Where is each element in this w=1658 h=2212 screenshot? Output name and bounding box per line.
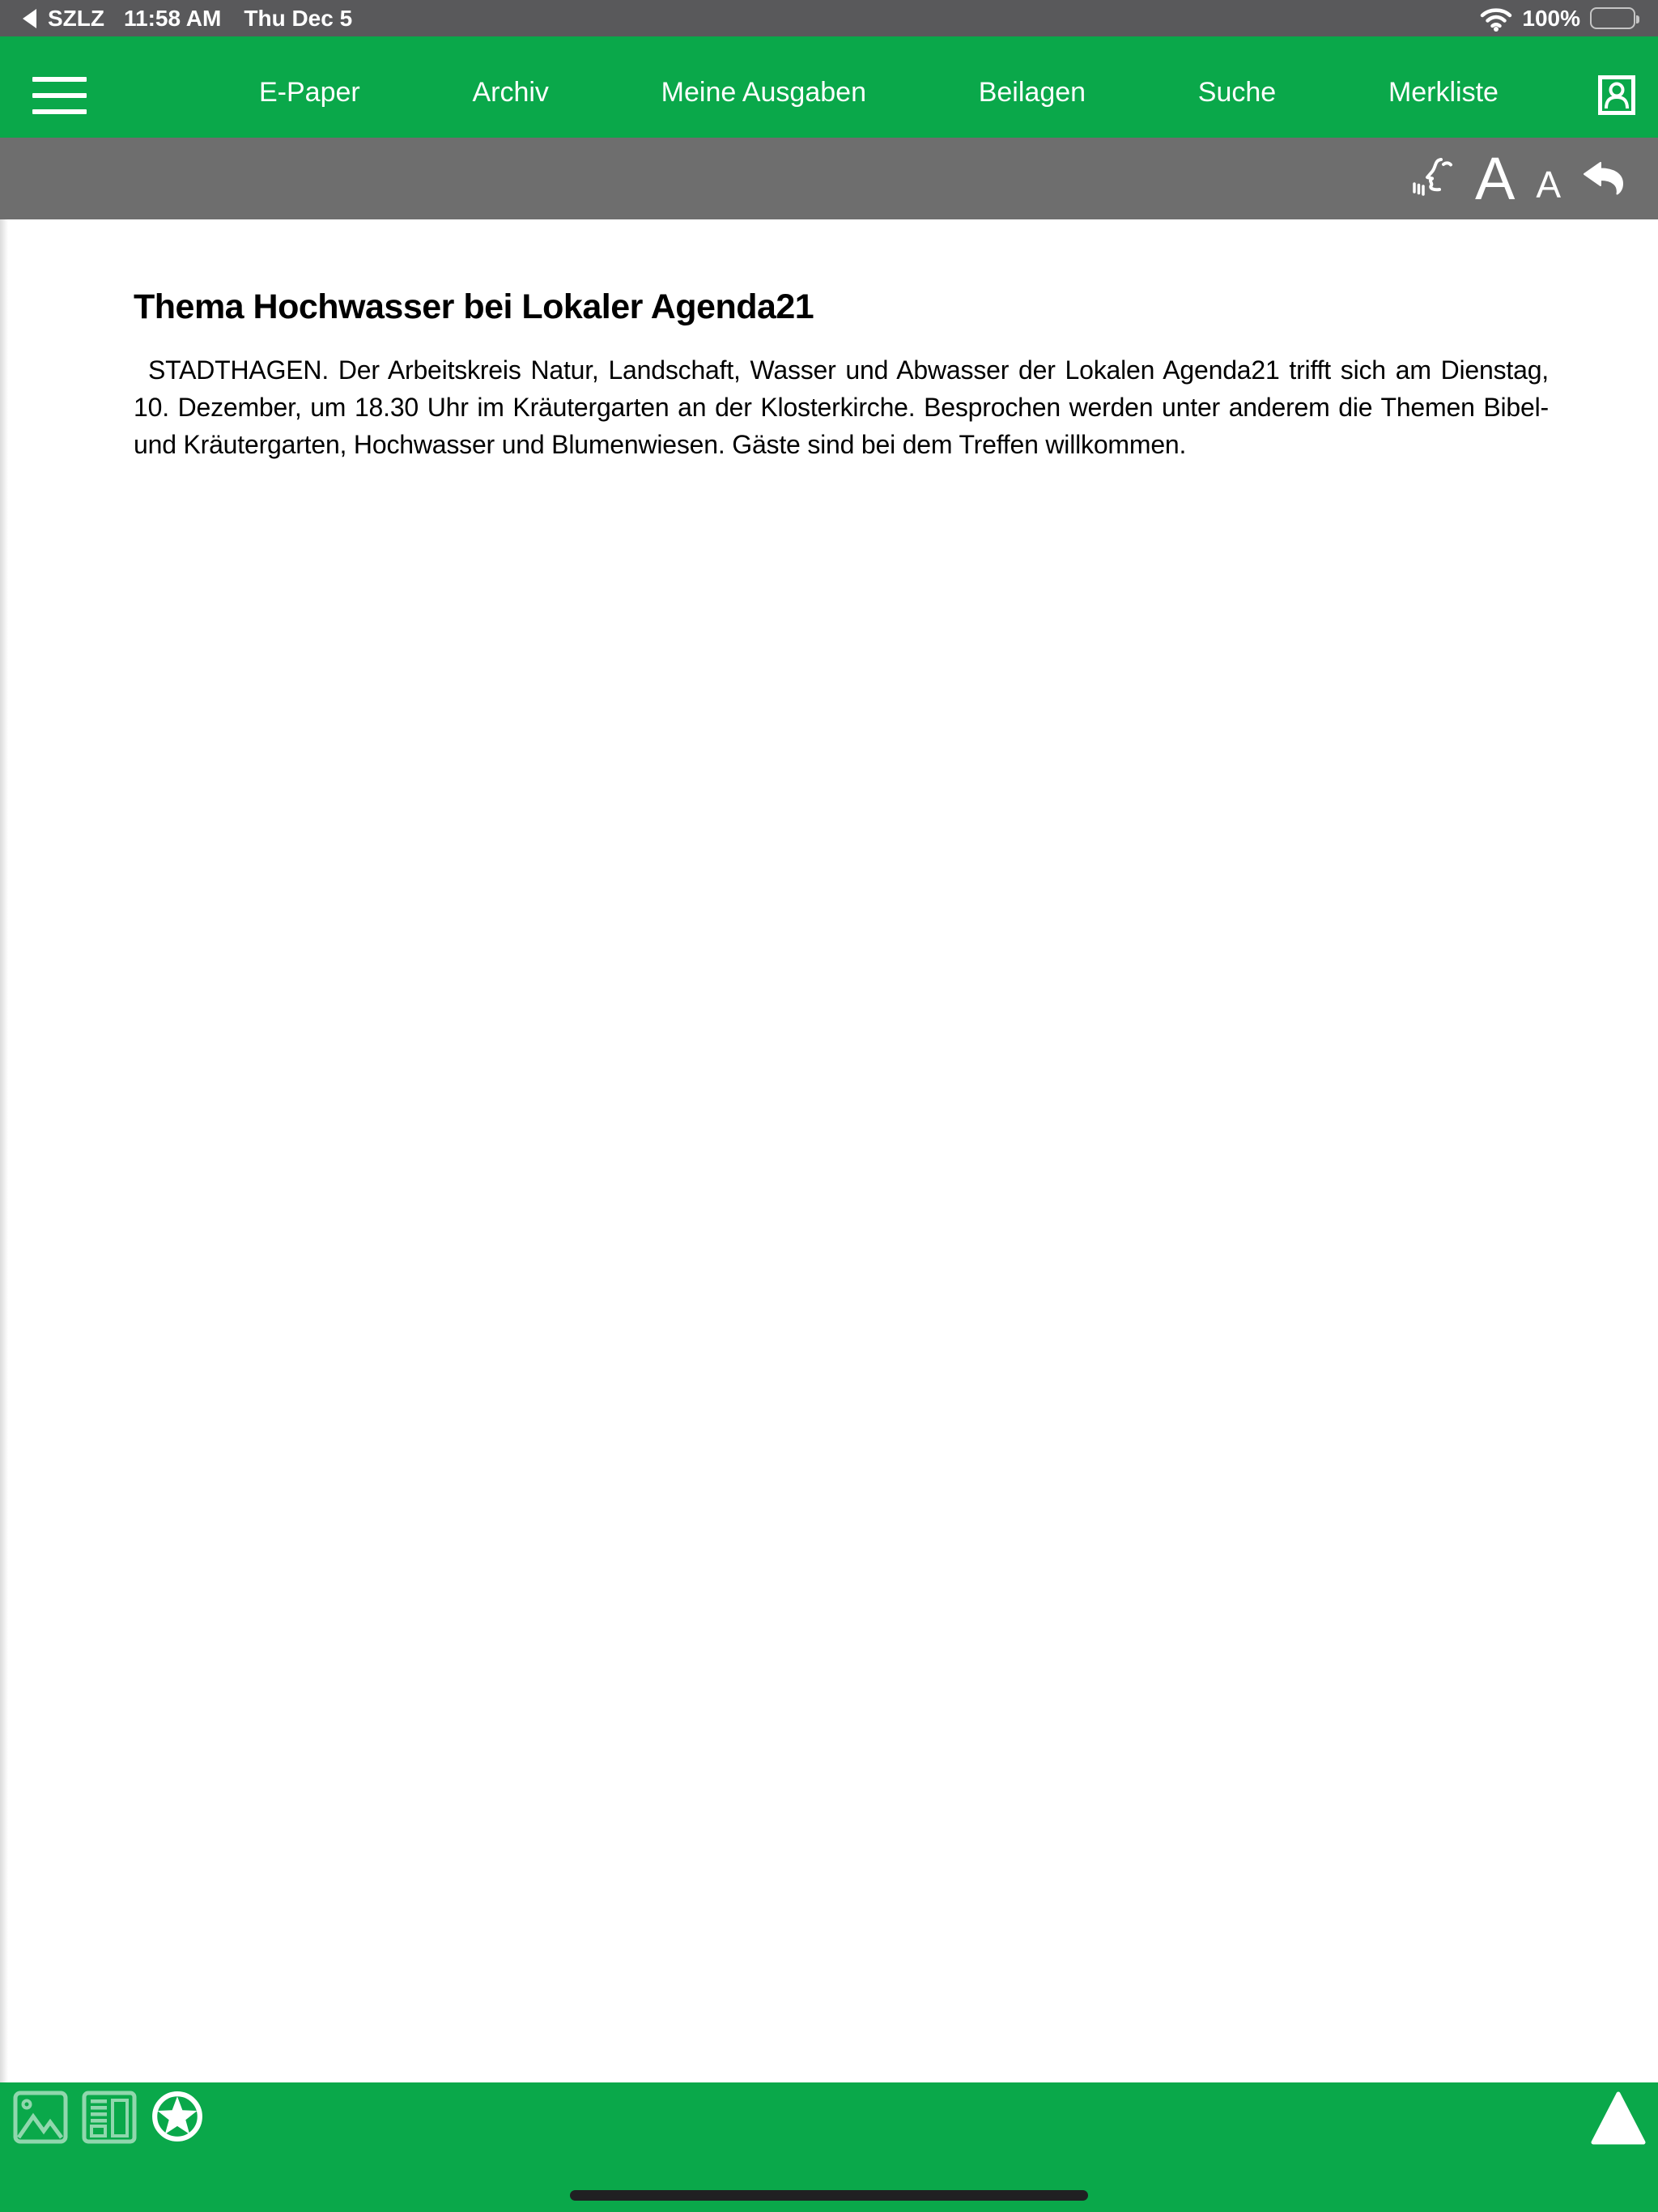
article-body: STADTHAGEN. Der Arbeitskreis Natur, Landschaft, Wasser und Abwasser der Lokalen Agenda21 trifft sich am Dienstag, 10. Dezember, um 18.30 Uhr im Kräutergarten an der Klosterkirche. Besprochen werden unter anderem die Themen Bibel- und Kräutergarten, Hochwasser und Blumenwiesen. Gäste sind bei dem Treffen willkommen.: [134, 355, 1549, 459]
status-bar-right: [1480, 6, 1635, 32]
image-gallery-icon[interactable]: [13, 2091, 68, 2144]
status-date: Thu Dec 5: [244, 5, 353, 31]
footer-bar: [0, 2082, 1658, 2212]
read-aloud-speech-icon[interactable]: [1410, 155, 1454, 203]
font-decrease-button[interactable]: A: [1536, 163, 1561, 206]
back-app-name[interactable]: SZLZ: [48, 5, 104, 31]
back-to-app-icon[interactable]: [23, 9, 36, 28]
status-time: 11:58 AM: [124, 5, 222, 31]
nav-item-epaper[interactable]: E-Paper: [259, 77, 360, 108]
nav-item-beilagen[interactable]: Beilagen: [978, 77, 1086, 108]
reader-toolbar: [0, 138, 1658, 219]
home-indicator[interactable]: [570, 2190, 1088, 2201]
profile-button[interactable]: [1598, 75, 1635, 115]
hamburger-menu-icon[interactable]: [32, 77, 87, 114]
nav-item-merkliste[interactable]: Merkliste: [1388, 77, 1499, 108]
nav-items: [259, 36, 1499, 138]
triangle-up-icon[interactable]: [1591, 2091, 1646, 2146]
main-nav-bar: [0, 36, 1658, 138]
nav-item-archiv[interactable]: Archiv: [472, 77, 549, 108]
article-title: Thema Hochwasser bei Lokaler Agenda21: [134, 287, 814, 326]
battery-nub: [1636, 15, 1639, 23]
reply-back-arrow-icon[interactable]: [1582, 162, 1627, 196]
status-bar-left: [23, 6, 352, 32]
article-page: [0, 219, 1658, 2082]
hamburger-bar: [32, 109, 87, 114]
battery-icon: [1590, 7, 1635, 29]
star-circle-icon[interactable]: [151, 2091, 204, 2144]
status-bar: [0, 0, 1658, 36]
font-increase-button[interactable]: A: [1474, 144, 1516, 212]
nav-item-suche[interactable]: Suche: [1197, 77, 1277, 108]
profile-person-icon: [1598, 75, 1635, 115]
hamburger-bar: [32, 93, 87, 98]
wifi-icon: [1480, 6, 1512, 32]
battery-percent: 100%: [1522, 5, 1580, 31]
footer-icons: [13, 2091, 204, 2144]
page-layout-icon[interactable]: [82, 2091, 137, 2144]
nav-item-meine-ausgaben[interactable]: Meine Ausgaben: [661, 77, 866, 108]
hamburger-bar: [32, 77, 87, 82]
